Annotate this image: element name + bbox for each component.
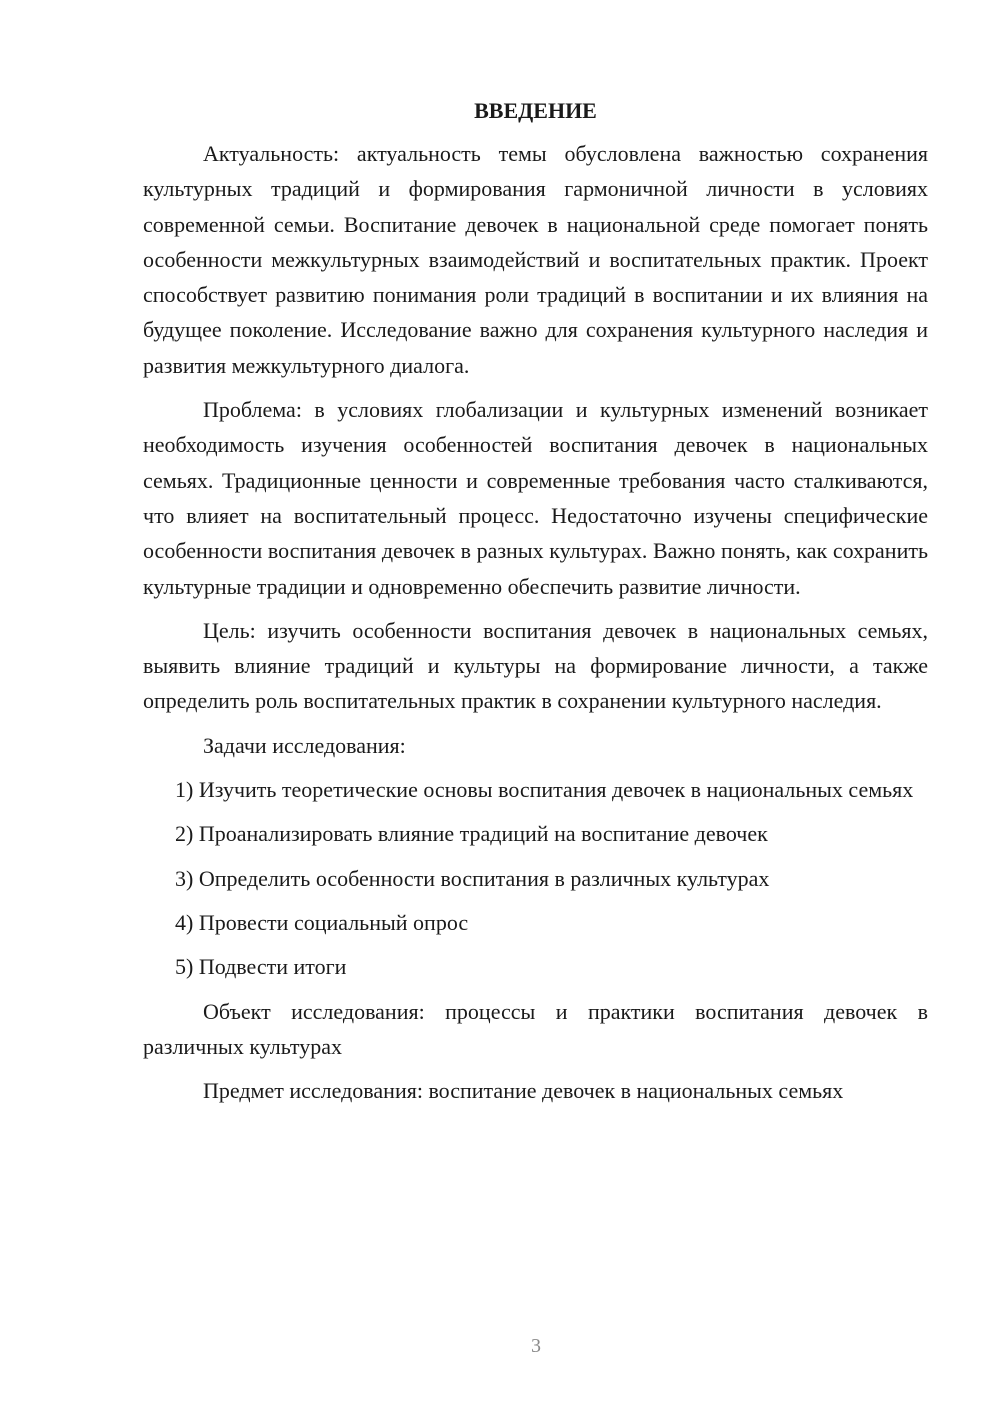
problem-paragraph: Проблема: в условиях глобализации и культурных изменений возникает необходимость изучения особенностей воспитания девочек в национальных семьях. Традиционные ценности и современные требования часто сталкиваются, что влияет на воспитательный процесс. Недостаточно изучены специфические особенности воспитания девочек в разных культурах. Важно понять, как сохранить культурные традиции и одновременно обеспечить развитие личности. [143,397,928,599]
page-title: ВВЕДЕНИЕ [474,98,597,123]
page-content [143,96,928,1117]
tasks-title: Задачи исследования: [203,732,406,758]
task-item: 1) Изучить теоретические основы воспитания девочек в национальных семьях [175,777,914,803]
task-item: 3) Определить особенности воспитания в различных культурах [175,865,770,891]
subject-paragraph: Предмет исследования: воспитание девочек в национальных семьях [203,1078,844,1104]
relevance-paragraph: Актуальность: актуальность темы обусловлена важностью сохранения культурных традиций и формирования гармоничной личности в условиях современной семьи. Воспитание девочек в национальной среде помогает понять особенности межкультурных взаимодействий и воспитательных практик. Проект способствует развитию понимания роли традиций в воспитании и их влияния на будущее поколение. Исследование важно для сохранения культурного наследия и развития межкультурного диалога. [143,141,928,378]
task-item: 2) Проанализировать влияние традиций на воспитание девочек [175,821,768,847]
task-item: 4) Провести социальный опрос [175,909,469,935]
task-item: 5) Подвести итоги [175,954,347,980]
goal-paragraph: Цель: изучить особенности воспитания девочек в национальных семьях, выявить влияние традиций и культуры на формирование личности, а также определить роль воспитательных практик в сохранении культурного наследия. [143,617,928,714]
object-paragraph: Объект исследования: процессы и практики воспитания девочек в различных культурах [143,998,928,1059]
page-number: 3 [531,1335,541,1357]
